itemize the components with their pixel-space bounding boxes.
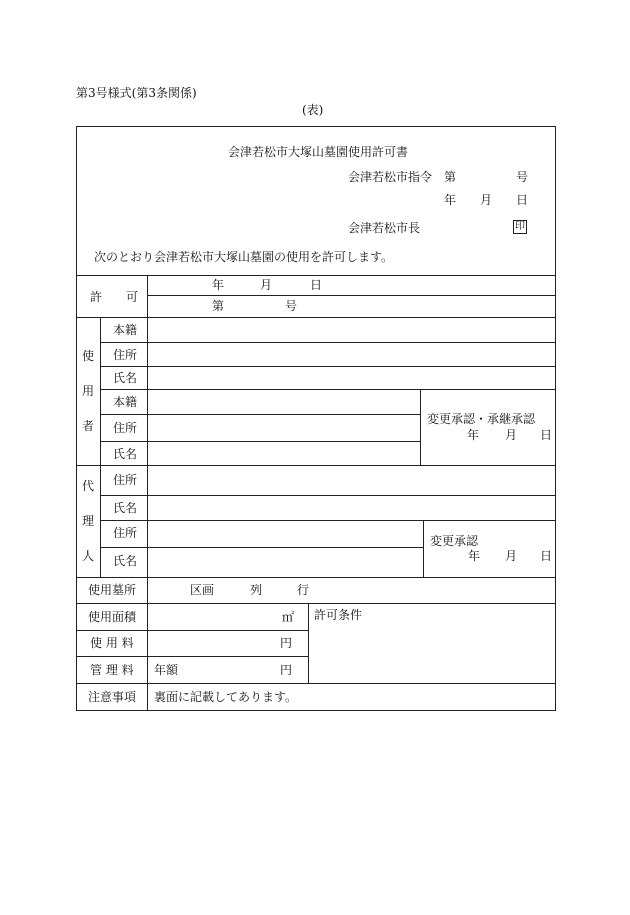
- rule: [100, 495, 556, 496]
- plot-retsu: 列: [250, 583, 263, 597]
- rule: [100, 389, 556, 390]
- plot-gyo: 行: [297, 583, 310, 597]
- header-month: 月: [480, 193, 493, 207]
- user-name-label: 氏名: [113, 371, 138, 385]
- order-dai: 第: [444, 170, 457, 184]
- area-unit: ㎡: [282, 610, 295, 624]
- agent-name-label: 氏名: [113, 501, 138, 515]
- rule: [147, 295, 556, 296]
- permit-label: 許 可: [90, 290, 139, 304]
- permit-dai: 第: [212, 299, 225, 313]
- rule: [100, 520, 556, 521]
- rule: [76, 317, 556, 318]
- agent-change-day: 日: [540, 549, 553, 563]
- user-honseki-label: 本籍: [113, 323, 138, 337]
- rule: [100, 317, 101, 577]
- rule: [76, 275, 556, 276]
- mgmt-annual: 年額: [154, 663, 179, 677]
- rule: [423, 520, 424, 577]
- agent-change-year: 年: [468, 549, 481, 563]
- order-label: 会津若松市指令: [348, 170, 433, 184]
- rule: [76, 683, 556, 684]
- rule: [76, 577, 556, 578]
- agent-address-label: 住所: [113, 473, 138, 487]
- rule: [76, 603, 556, 604]
- user-change-label: 変更承認・承継承認: [427, 412, 536, 426]
- rule: [147, 275, 148, 711]
- rule: [100, 441, 420, 442]
- rule: [308, 603, 309, 683]
- mayor-label: 会津若松市長: [348, 221, 421, 235]
- mgmt-label: 管 理 料: [90, 663, 134, 677]
- permit-go: 号: [285, 299, 298, 313]
- agent-group-char: 人: [82, 549, 95, 563]
- user-honseki-label: 本籍: [113, 395, 138, 409]
- rule: [100, 366, 556, 367]
- form-title: 会津若松市大塚山墓園使用許可書: [228, 145, 409, 159]
- seal-mark: 印: [515, 221, 525, 232]
- rule: [76, 656, 308, 657]
- notes-text: 裏面に記載してあります。: [154, 690, 298, 704]
- user-change-year: 年: [467, 428, 480, 442]
- plot-label: 使用墓所: [88, 583, 137, 597]
- user-address-label: 住所: [113, 421, 138, 435]
- notes-label: 注意事項: [88, 690, 137, 704]
- form-number: 第3号様式(第3条関係): [76, 86, 197, 100]
- user-name-label: 氏名: [113, 447, 138, 461]
- permit-day: 日: [310, 278, 323, 292]
- fee-unit: 円: [280, 636, 293, 650]
- fee-label: 使 用 料: [90, 636, 134, 650]
- header-day: 日: [516, 193, 529, 207]
- user-change-day: 日: [540, 428, 553, 442]
- user-group-char: 使: [82, 349, 95, 363]
- agent-address-label: 住所: [113, 526, 138, 540]
- agent-change-label: 変更承認: [430, 534, 479, 548]
- rule: [100, 342, 556, 343]
- conditions-label: 許可条件: [314, 608, 363, 622]
- permit-month: 月: [260, 278, 273, 292]
- side-label: (表): [302, 103, 324, 117]
- order-go: 号: [516, 170, 529, 184]
- agent-group-char: 理: [82, 514, 95, 528]
- rule: [100, 547, 423, 548]
- user-group-char: 者: [82, 419, 95, 433]
- user-change-month: 月: [505, 428, 518, 442]
- rule: [420, 389, 421, 465]
- mgmt-unit: 円: [280, 663, 293, 677]
- header-year: 年: [444, 193, 457, 207]
- user-group-char: 用: [82, 384, 95, 398]
- area-label: 使用面積: [88, 610, 137, 624]
- rule: [76, 465, 556, 466]
- rule: [76, 630, 308, 631]
- plot-ku: 区画: [190, 583, 215, 597]
- permission-statement: 次のとおり会津若松市大塚山墓園の使用を許可します。: [94, 250, 394, 264]
- rule: [100, 414, 420, 415]
- agent-name-label: 氏名: [113, 554, 138, 568]
- agent-change-month: 月: [505, 549, 518, 563]
- user-address-label: 住所: [113, 348, 138, 362]
- permit-year: 年: [212, 278, 225, 292]
- agent-group-char: 代: [82, 479, 95, 493]
